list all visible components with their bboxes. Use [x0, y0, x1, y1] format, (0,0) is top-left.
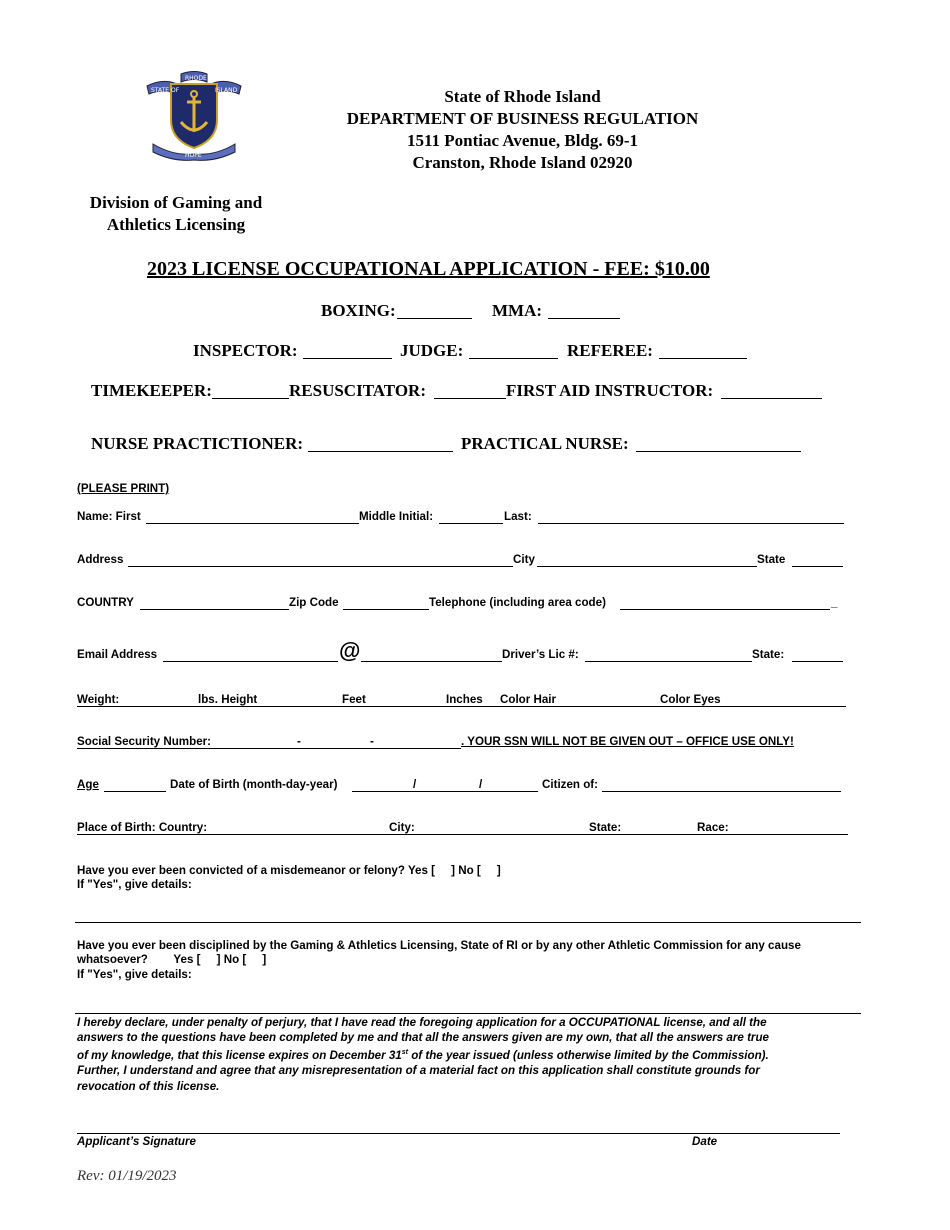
declaration-line-2: answers to the questions have been completed by me and that all the answers given are my own, that all the answers are true	[77, 1031, 769, 1045]
discipline-question-line-1: Have you ever been disciplined by the Gaming & Athletics Licensing, State of RI or by any other Athletic Commission for any cause	[77, 939, 801, 952]
ssn-dash-1: -	[297, 735, 301, 748]
practical-nurse-field[interactable]	[636, 451, 801, 452]
first-name-label: Name: First	[77, 510, 141, 523]
drivers-license-label: Driver’s Lic #:	[502, 648, 579, 661]
timekeeper-label: TIMEKEEPER:	[91, 381, 212, 400]
declaration-line-3a: of my knowledge, that this license expires on December 31	[77, 1049, 402, 1063]
dob-field[interactable]	[352, 791, 538, 792]
country-field[interactable]	[140, 609, 289, 610]
judge-label: JUDGE:	[400, 341, 464, 360]
telephone-field[interactable]	[620, 609, 830, 610]
last-name-label: Last:	[504, 510, 532, 523]
lbs-height-label: lbs. Height	[198, 693, 258, 706]
middle-initial-label: Middle Initial:	[359, 510, 434, 523]
division-line-1: Division of Gaming and	[89, 193, 263, 212]
discipline-question-line-2: whatsoever? Yes [ ] No [ ]	[77, 953, 267, 966]
citizen-field[interactable]	[602, 791, 841, 792]
declaration-line-3-sup: st	[401, 1049, 408, 1057]
header-street: 1511 Pontiac Avenue, Bldg. 69-1	[406, 131, 639, 150]
discipline-details-label: If "Yes", give details:	[77, 968, 192, 981]
inspector-label: INSPECTOR:	[193, 341, 298, 360]
middle-initial-field[interactable]	[439, 523, 503, 524]
first-aid-field[interactable]	[721, 398, 822, 399]
first-name-field[interactable]	[146, 523, 359, 524]
last-name-field[interactable]	[538, 523, 844, 524]
practical-nurse-label: PRACTICAL NURSE:	[461, 434, 629, 453]
boxing-field[interactable]	[397, 318, 472, 319]
header-city: Cranston, Rhode Island 02920	[412, 153, 633, 172]
nurse-practitioner-label: NURSE PRACTICTIONER:	[91, 434, 304, 453]
discipline-details-field[interactable]	[75, 1013, 861, 1014]
zip-label: Zip Code	[289, 596, 339, 609]
drivers-license-field[interactable]	[585, 661, 752, 662]
age-label: Age	[77, 778, 99, 791]
email-user-field[interactable]	[163, 661, 338, 662]
weight-label: Weight:	[77, 693, 120, 706]
form-title: 2023 LICENSE OCCUPATIONAL APPLICATION - FEE: $10.00	[147, 258, 710, 280]
license-state-label: State:	[752, 648, 785, 661]
license-state-field[interactable]	[792, 661, 843, 662]
ssn-label: Social Security Number:	[77, 735, 212, 748]
age-field[interactable]	[104, 791, 166, 792]
division-line-2: Athletics Licensing	[106, 215, 246, 234]
pob-country-label: Place of Birth: Country:	[77, 821, 208, 834]
physical-attributes-field[interactable]	[77, 706, 846, 707]
ssn-dash-2: -	[370, 735, 374, 748]
declaration-line-1: I hereby declare, under penalty of perjury, that I have read the foregoing application for a OCCUPATIONAL license, and all the	[77, 1016, 767, 1029]
first-aid-label: FIRST AID INSTRUCTOR:	[506, 381, 714, 400]
seal-text-bottom: HOPE	[185, 152, 202, 159]
resuscitator-field[interactable]	[434, 398, 506, 399]
pob-state-label: State:	[589, 821, 622, 834]
color-hair-label: Color Hair	[500, 693, 557, 706]
feet-label: Feet	[342, 693, 366, 706]
address-field[interactable]	[128, 566, 513, 567]
address-label: Address	[77, 553, 124, 566]
state-seal-logo	[143, 70, 245, 162]
dob-slash-2: /	[479, 778, 483, 791]
at-sign: @	[339, 638, 361, 663]
mma-label: MMA:	[492, 301, 543, 320]
declaration-line-3b: of the year issued (unless otherwise limited by the Commission).	[407, 1049, 769, 1063]
inspector-field[interactable]	[303, 358, 392, 359]
signature-date-label: Date	[692, 1135, 718, 1148]
dob-slash-1: /	[413, 778, 417, 791]
timekeeper-field[interactable]	[212, 398, 289, 399]
pob-city-label: City:	[389, 821, 415, 834]
declaration	[77, 1015, 769, 1094]
email-domain-field[interactable]	[361, 661, 502, 662]
applicant-signature-label: Applicant’s Signature	[77, 1135, 196, 1148]
referee-label: REFEREE:	[567, 341, 653, 360]
place-of-birth-field[interactable]	[77, 834, 848, 835]
signature-field[interactable]	[77, 1133, 840, 1134]
header-state: State of Rhode Island	[444, 87, 601, 106]
mma-field[interactable]	[548, 318, 620, 319]
state-field[interactable]	[792, 566, 843, 567]
telephone-tail: _	[831, 596, 838, 609]
race-label: Race:	[697, 821, 729, 834]
seal-text-right: ISLAND	[215, 87, 238, 94]
city-label: City	[513, 553, 535, 566]
header-department: DEPARTMENT OF BUSINESS REGULATION	[346, 109, 699, 128]
revision-date: Rev: 01/19/2023	[77, 1168, 177, 1184]
ssn-field[interactable]	[77, 748, 461, 749]
citizen-label: Citizen of:	[542, 778, 599, 791]
dob-label: Date of Birth (month-day-year)	[170, 778, 338, 791]
city-field[interactable]	[537, 566, 757, 567]
telephone-label: Telephone (including area code)	[429, 596, 606, 609]
judge-field[interactable]	[469, 358, 558, 359]
resuscitator-label: RESUSCITATOR:	[289, 381, 426, 400]
zip-field[interactable]	[343, 609, 429, 610]
seal-text-top: RHODE	[185, 75, 207, 82]
country-label: COUNTRY	[77, 596, 134, 609]
conviction-details-label: If "Yes", give details:	[77, 878, 192, 891]
color-eyes-label: Color Eyes	[660, 693, 721, 706]
state-label: State	[757, 553, 786, 566]
seal-text-left: STATE OF	[151, 87, 180, 94]
conviction-question: Have you ever been convicted of a misdemeanor or felony? Yes [ ] No [ ]	[77, 864, 501, 877]
referee-field[interactable]	[659, 358, 747, 359]
declaration-line-4: Further, I understand and agree that any misrepresentation of a material fact on this application shall constitute grounds for	[77, 1064, 760, 1078]
email-label: Email Address	[77, 648, 158, 661]
inches-label: Inches	[446, 693, 483, 706]
please-print: (PLEASE PRINT)	[77, 482, 170, 495]
boxing-label: BOXING:	[321, 301, 396, 320]
ssn-note: . YOUR SSN WILL NOT BE GIVEN OUT – OFFICE USE ONLY!	[461, 735, 794, 748]
conviction-details-field[interactable]	[75, 922, 861, 923]
nurse-practitioner-field[interactable]	[308, 451, 453, 452]
declaration-line-5: revocation of this license.	[77, 1079, 220, 1093]
